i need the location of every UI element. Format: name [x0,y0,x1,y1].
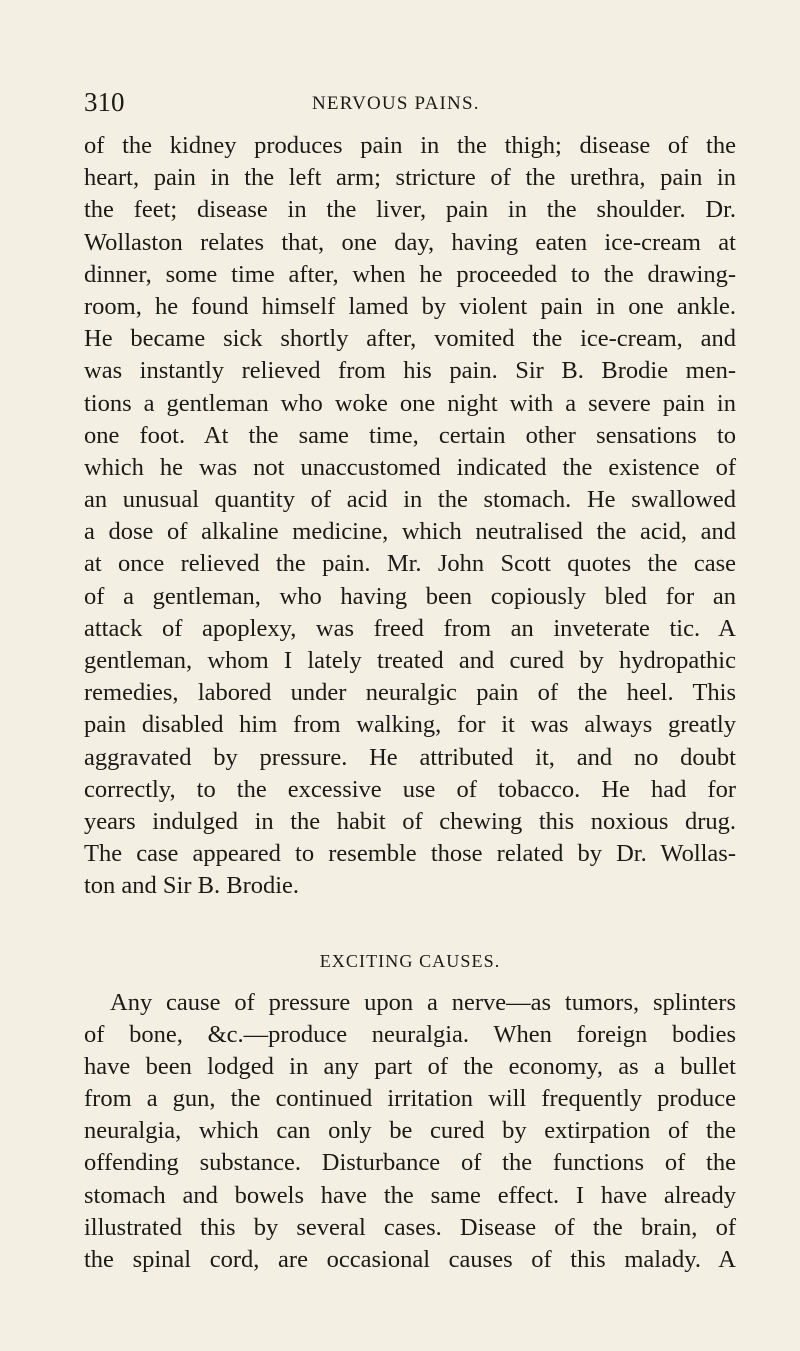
paragraph-2 [84,987,736,1277]
text-line: correctly, to the excessive use of tobacco. He had for [84,775,736,803]
paragraph-1 [84,130,736,903]
text-line: tions a gentleman who woke one night with a severe pain in [84,389,736,417]
body-text [84,130,736,1276]
text-line: stomach and bowels have the same effect. I have already [84,1181,736,1209]
text-line: gentleman, whom I lately treated and cured by hydropathic [84,647,736,674]
text-line: the feet; disease in the liver, pain in the shoulder. Dr. [84,196,736,224]
text-line: Any cause of pressure upon a nerve—as tumors, splinters [110,988,736,1016]
text-line: the spinal cord, are occasional causes of this malady. A [84,1246,736,1273]
text-line: aggravated by pressure. He attributed it, and no doubt [84,743,736,771]
text-line: room, he found himself lamed by violent pain in one ankle. [84,292,736,320]
running-head [84,86,734,118]
text-line: The case appeared to resemble those related by Dr. Wollas- [84,840,736,868]
text-line: an unusual quantity of acid in the stomach. He swallowed [84,486,736,514]
text-line: offending substance. Disturbance of the functions of the [84,1149,736,1177]
text-line: at once relieved the pain. Mr. John Scott quotes the case [84,550,736,578]
text-line: of bone, &c.—produce neuralgia. When foreign bodies [84,1020,736,1048]
text-line: Wollaston relates that, one day, having eaten ice-cream at [84,228,736,256]
text-line: remedies, labored under neuralgic pain of the heel. This [84,679,736,707]
text-line: which he was not unaccustomed indicated the existence of [84,453,736,481]
text-line: attack of apoplexy, was freed from an inveterate tic. A [84,614,736,642]
text-line: neuralgia, which can only be cured by extirpation of the [84,1117,736,1145]
text-line: He became sick shortly after, vomited the ice-cream, and [84,325,736,353]
text-line: have been lodged in any part of the economy, as a bullet [84,1052,736,1080]
text-line: ton and Sir B. Brodie. [84,872,300,900]
text-line: of the kidney produces pain in the thigh; disease of the [84,132,736,159]
text-line: illustrated this by several cases. Disease of the brain, of [84,1213,736,1241]
text-line: from a gun, the continued irritation will frequently produce [84,1085,736,1113]
text-line: years indulged in the habit of chewing this noxious drug. [84,807,736,835]
section-heading: EXCITING CAUSES. [319,950,501,971]
running-title: NERVOUS PAINS. [312,93,480,114]
text-line: of a gentleman, who having been copiously bled for an [84,582,736,610]
page-number: 310 [84,87,125,117]
text-line: dinner, some time after, when he proceeded to the drawing- [84,260,736,288]
text-line: a dose of alkaline medicine, which neutralised the acid, and [84,518,736,546]
text-line: pain disabled him from walking, for it was always greatly [84,711,736,739]
text-line: heart, pain in the left arm; stricture of the urethra, pain in [84,164,736,192]
text-line: one foot. At the same time, certain other sensations to [84,421,736,449]
text-line: was instantly relieved from his pain. Sir B. Brodie men- [84,357,736,385]
